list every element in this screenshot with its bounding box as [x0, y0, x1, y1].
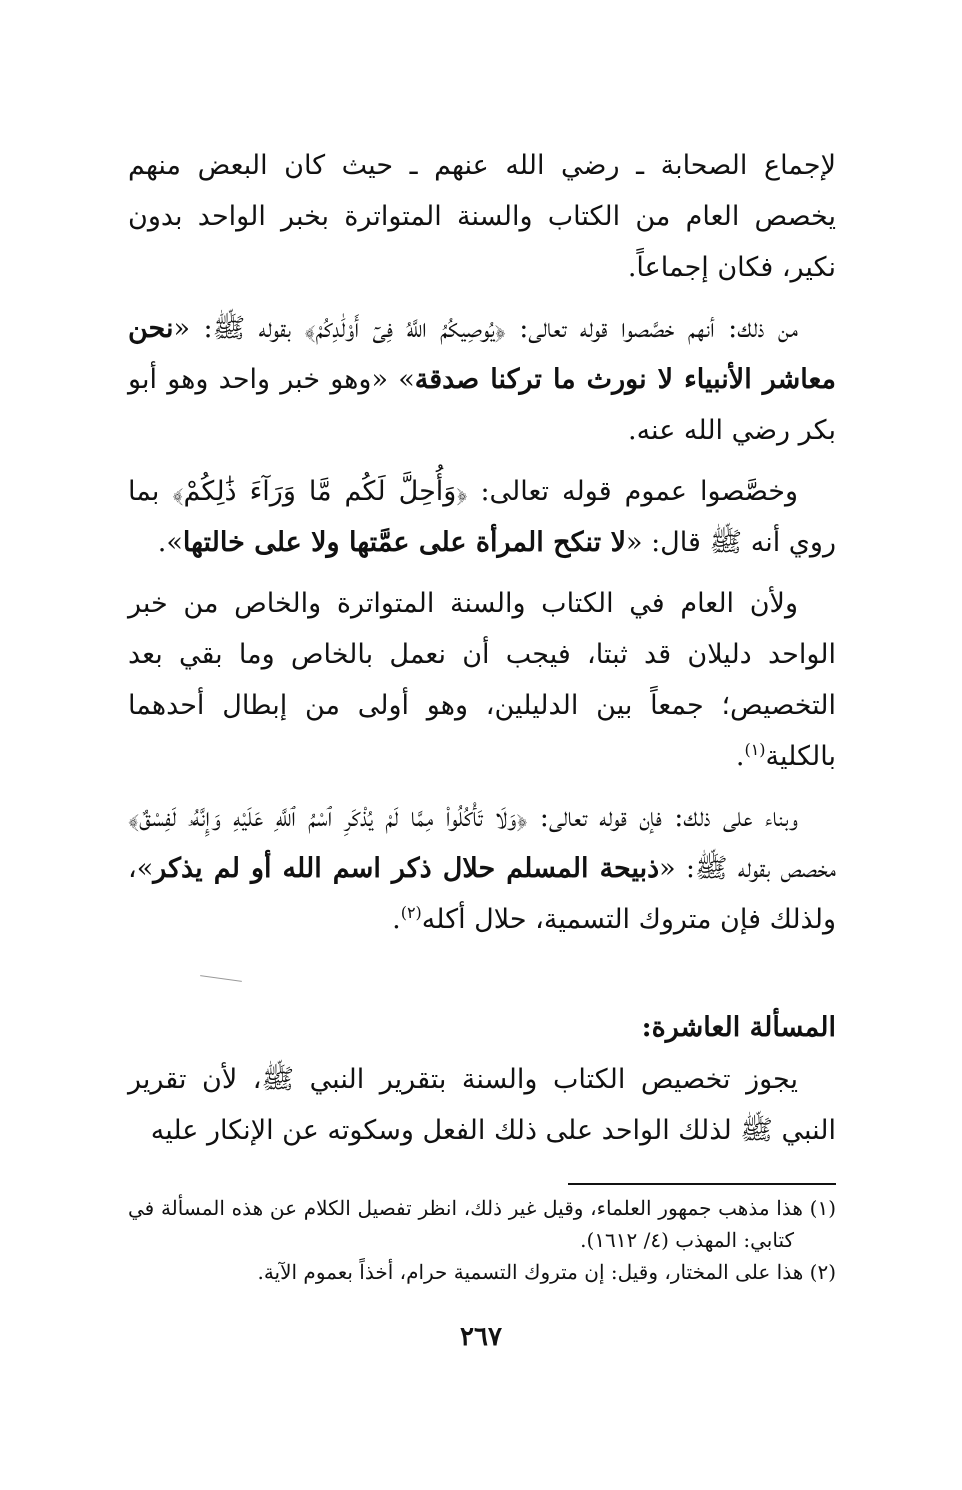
footnote-ref-2[interactable]: (٢) [400, 903, 422, 922]
paragraph-text: من ذلك: أنهم خصَّصوا قوله تعالى: ﴿يُوصِيكُمُ اللَّهُ فِىٓ أَوْلَٰدِكُمْ﴾ بقوله ﷺ: « [173, 313, 798, 344]
paragraph-5 [128, 792, 836, 945]
page-number: ٢٦٧ [460, 1322, 502, 1352]
paragraph-text: » «وهو خبر واحد وهو أبو بكر رضي الله عنه. [128, 364, 836, 446]
paragraph-6: يجوز تخصيص الكتاب والسنة بتقرير النبي ﷺ، لأن تقرير النبي ﷺ لذلك الواحد على ذلك الفعل وسكوته عن الإنكار عليه [128, 1064, 836, 1146]
paragraph-3 [128, 466, 836, 568]
paragraph-text: . [735, 741, 745, 772]
section-heading: المسألة العاشرة: [641, 1012, 836, 1043]
stray-pen-mark [200, 975, 242, 982]
hadith-quote: ذبيحة المسلم حلال ذكر اسم الله أو لم يذكر [153, 853, 660, 884]
footnote-2 [128, 1256, 836, 1288]
main-text [128, 140, 836, 945]
footnote-1 [128, 1192, 836, 1256]
paragraph-text: ». [157, 527, 183, 558]
footnote-text: هذا على المختار، وقيل: إن متروك التسمية حرام، أخذاً بعموم الآية. [257, 1260, 804, 1284]
footnote-divider [568, 1183, 836, 1185]
footnote-text: هذا مذهب جمهور العلماء، وقيل غير ذلك، انظر تفصيل الكلام عن هذه المسألة في كتابي: المهذب (٤/ ١٦١٢). [128, 1196, 803, 1252]
paragraph-1 [128, 140, 836, 293]
paragraph-text: . [392, 904, 401, 935]
hadith-quote: لا تنكح المرأة على عمَّتها ولا على خالتها [182, 527, 626, 558]
footnote-number: (١) [809, 1196, 836, 1220]
hadith-quote: نحن معاشر الأنبياء لا نورث ما تركنا صدقة [128, 313, 836, 395]
paragraph-text: وخصَّصوا عموم قوله تعالى: ﴿وَأُحِلَّ لَكُم مَّا وَرَآءَ ذَٰلِكُمْ﴾ بما روي أنه ﷺ قال: « [128, 476, 836, 558]
footnotes [128, 1192, 836, 1288]
paragraph-4 [128, 578, 836, 782]
footnote-number: (٢) [809, 1260, 836, 1284]
footnote-ref-1[interactable]: (١) [744, 740, 766, 759]
paragraph-text: لإجماع الصحابة ـ رضي الله عنهم ـ حيث كان البعض منهم يخصص العام من الكتاب والسنة المتواترة بخبر الواحد بدون نكير، فكان إجماعاً. [128, 150, 836, 283]
paragraph-text: ولأن العام في الكتاب والسنة المتواترة والخاص من خبر الواحد دليلان قد ثبتا، فيجب أن نعمل بالخاص وما بقي بعد التخصيص؛ جمعاً بين الدليلين، وهو أولى من إبطال أحدهما بالكلية [128, 588, 836, 772]
paragraph-text: »، ولذلك فإن متروك التسمية، حلال أكله [128, 853, 836, 935]
paragraph-2 [128, 303, 836, 456]
paragraph-text: وبناء على ذلك: فإن قوله تعالى: ﴿وَلَا تَأْكُلُوا۟ مِمَّا لَمْ يُذْكَرِ ٱسْمُ ٱللَّهِ عَلَيْهِ وَإِنَّهُۥ لَفِسْقٌ﴾ مخصص بقوله ﷺ: « [128, 802, 836, 884]
